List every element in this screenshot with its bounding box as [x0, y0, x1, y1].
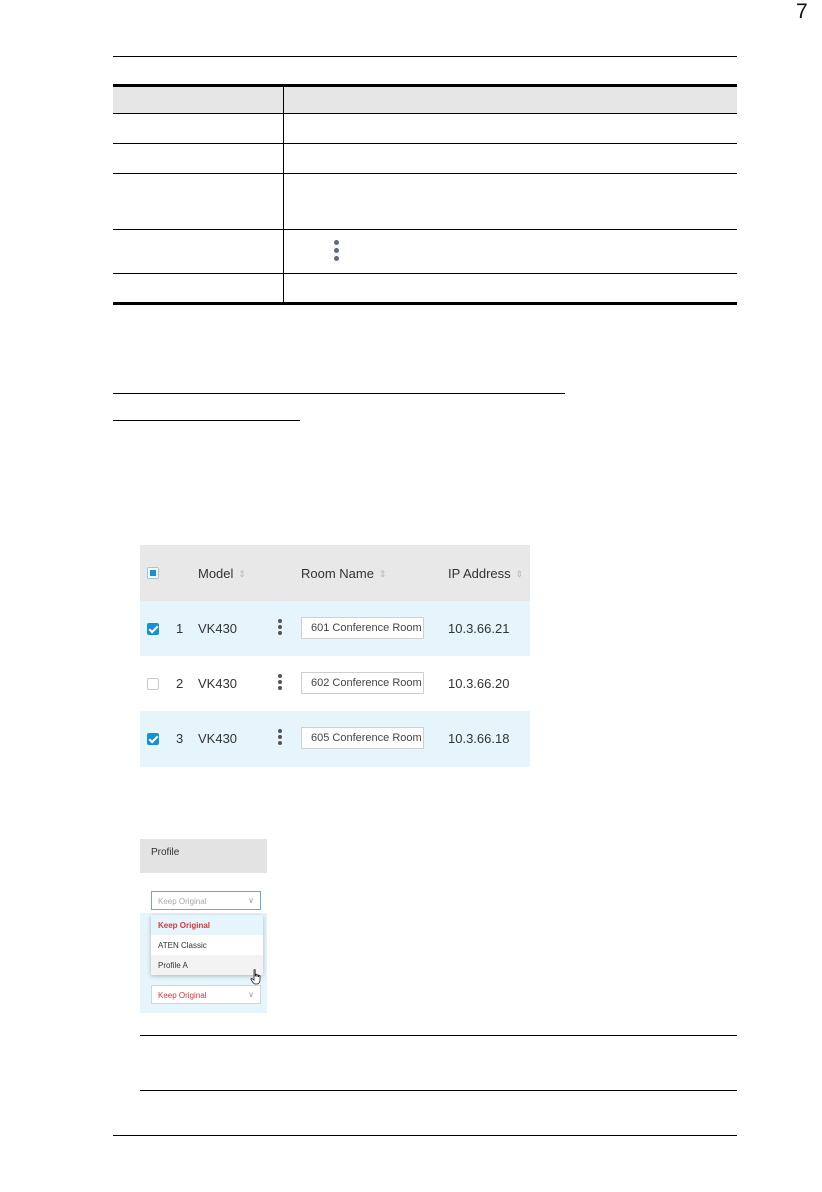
room-name-input[interactable]: 601 Conference Room: [301, 617, 424, 639]
row-index: 3: [176, 731, 184, 746]
column-divider: [283, 87, 284, 113]
sort-arrows-icon[interactable]: ⇕: [238, 569, 246, 579]
grid-header: [140, 545, 530, 601]
profile-header-label: Profile: [151, 847, 180, 858]
table-row[interactable]: [140, 601, 530, 656]
vertical-ellipsis-icon[interactable]: [277, 729, 283, 747]
profile-dropdown-menu: [151, 915, 263, 975]
column-divider: [283, 230, 284, 273]
sort-arrows-icon[interactable]: ⇕: [378, 569, 387, 579]
row-model: VK430: [198, 731, 238, 746]
column-divider: [283, 174, 284, 229]
spec-table-header: [113, 84, 737, 114]
room-name-input[interactable]: 605 Conference Room: [301, 727, 424, 749]
column-room-name-label: Room Name: [301, 566, 374, 581]
column-divider: [283, 274, 284, 302]
profile-select-value: Keep Original: [158, 991, 207, 1000]
note-top-rule: [140, 1035, 737, 1036]
column-model-label: Model: [198, 566, 234, 581]
column-ip-address-label: IP Address: [448, 566, 511, 581]
header-rule: [113, 56, 737, 57]
spec-table: [113, 84, 737, 305]
profile-select-closed[interactable]: [151, 985, 261, 1004]
select-all-checkbox[interactable]: [147, 567, 159, 579]
vertical-ellipsis-icon[interactable]: [277, 674, 283, 692]
sort-arrows-icon[interactable]: ⇕: [515, 569, 524, 579]
column-model[interactable]: [198, 566, 246, 581]
spec-table-row: [113, 144, 737, 174]
column-divider: [283, 144, 284, 173]
row-index: 1: [176, 621, 184, 636]
room-name-input[interactable]: 602 Conference Room: [301, 672, 424, 694]
dropdown-option-profile-a[interactable]: Profile A: [151, 955, 263, 975]
table-row[interactable]: [140, 656, 530, 711]
vertical-ellipsis-icon[interactable]: [277, 619, 283, 637]
hand-pointer-icon: [250, 969, 262, 985]
column-divider: [283, 114, 284, 143]
spec-table-row: [113, 114, 737, 144]
row-index: 2: [176, 676, 184, 691]
link-underline[interactable]: [113, 393, 565, 394]
spec-table-row: [113, 174, 737, 230]
link-underline[interactable]: [113, 420, 300, 421]
chevron-down-icon: ∨: [248, 990, 254, 999]
column-room-name[interactable]: [301, 566, 387, 581]
row-model: VK430: [198, 621, 238, 636]
dropdown-option-aten-classic[interactable]: ATEN Classic: [158, 941, 207, 950]
row-checkbox[interactable]: [147, 678, 159, 690]
device-grid: [140, 545, 530, 767]
note-bottom-rule: [140, 1090, 737, 1091]
row-model: VK430: [198, 676, 238, 691]
table-row[interactable]: [140, 711, 530, 767]
profile-select-open[interactable]: [151, 891, 261, 910]
profile-select-placeholder: Keep Original: [158, 897, 207, 906]
spec-table-row: [113, 230, 737, 274]
profile-column: [140, 839, 267, 1013]
profile-column-header: [140, 839, 267, 873]
row-checkbox[interactable]: [147, 623, 159, 635]
footer-rule: [113, 1135, 737, 1136]
dropdown-option-keep-original[interactable]: Keep Original: [151, 915, 263, 935]
page-number: 7: [796, 0, 808, 23]
column-ip-address[interactable]: [448, 566, 523, 581]
row-checkbox[interactable]: [147, 733, 159, 745]
row-ip-address: 10.3.66.20: [448, 676, 510, 691]
row-ip-address: 10.3.66.18: [448, 731, 510, 746]
row-ip-address: 10.3.66.21: [448, 621, 510, 636]
spec-table-row: [113, 274, 737, 305]
chevron-down-icon: ∨: [248, 896, 254, 905]
vertical-ellipsis-icon: [331, 240, 341, 266]
